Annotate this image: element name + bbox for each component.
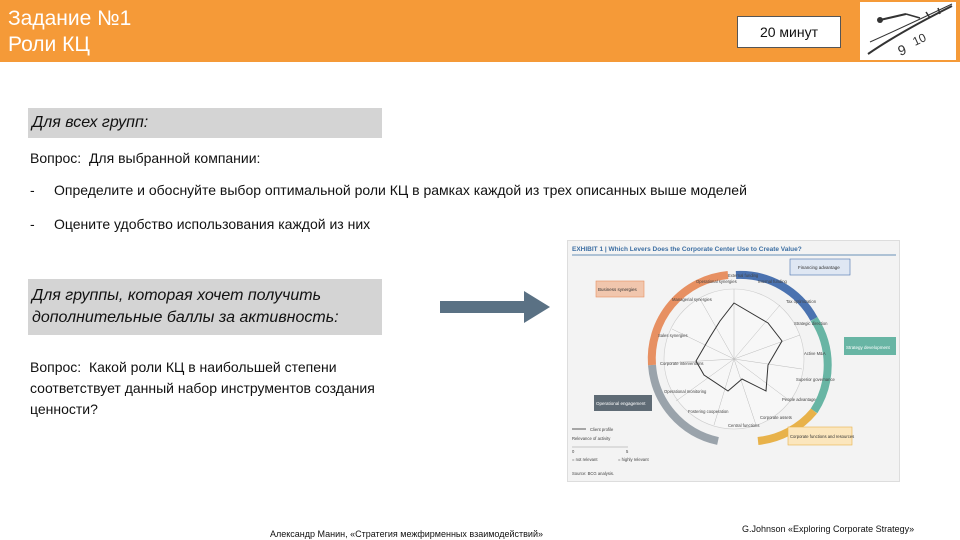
spoke-label: Corporate assets (760, 415, 792, 420)
spoke-label: External funding (728, 273, 759, 278)
spoke-label: Internal funding (758, 279, 787, 284)
bullet-marker: - (30, 182, 35, 198)
spoke-label: Central functions (728, 423, 760, 428)
spoke-label: Fostering cooperation (688, 409, 729, 414)
bullet-text: Оцените удобство использования каждой из них (54, 216, 371, 232)
footer-right: G.Johnson «Exploring Corporate Strategy» (742, 524, 915, 534)
clock-digit: 9 (895, 41, 909, 59)
spoke-label: Operational synergies (696, 279, 737, 284)
outer-box-label: Corporate functions and resources (790, 434, 855, 439)
question-label: Вопрос: (30, 150, 82, 166)
spoke-label: Active M&A (804, 351, 826, 356)
outer-box-label: Business synergies (598, 287, 637, 292)
bonus-heading-line1: Для группы, которая хочет получить (32, 287, 321, 304)
timer-box: 20 минут (737, 16, 841, 48)
all-groups-heading: Для всех групп: (28, 108, 382, 138)
legend-item: = highly relevant (618, 457, 649, 462)
spoke-label: Tax optimization (786, 299, 817, 304)
outer-box-label: Strategy development (846, 345, 890, 350)
right-arrow-icon (440, 291, 552, 323)
bullet-item (30, 182, 747, 198)
spoke-label: Managerial synergies (672, 297, 712, 302)
clock-icon (860, 2, 956, 60)
spoke-label: Superior governance (796, 377, 835, 382)
legend-item: = not relevant (572, 457, 598, 462)
slide-title (8, 6, 131, 58)
bullet-text: Определите и обоснуйте выбор оптимальной роли КЦ в рамках каждой из трех описанных выше моделей (54, 182, 747, 198)
bonus-group-heading (28, 279, 382, 335)
legend-item: Relevance of activity (572, 436, 611, 441)
bullet-item (30, 216, 371, 232)
slide-title-line1: Задание №1 (8, 7, 132, 30)
bonus-heading-line2: дополнительные баллы за активность: (32, 309, 339, 326)
all-groups-question (30, 150, 260, 166)
outer-box-label: Financing advantage (798, 265, 840, 270)
header-bar (0, 0, 960, 62)
legend-item: 0 (572, 449, 575, 454)
outer-box-label: Operational engagement (596, 401, 646, 406)
spoke-label: People advantage (782, 397, 816, 402)
slide-title-line2: Роли КЦ (8, 33, 90, 56)
spoke-label: Strategic direction (794, 321, 828, 326)
question-line: ценности? (30, 401, 98, 417)
spoke-label: Sales synergies (658, 333, 688, 338)
question-line: Какой роли КЦ в наибольшей степени (88, 359, 337, 375)
bonus-question (30, 357, 375, 420)
spoke-label: Operational monitoring (664, 389, 707, 394)
question-label: Вопрос: (30, 359, 82, 375)
question-line: соответствует данный набор инструментов создания (30, 380, 375, 396)
bullet-marker: - (30, 216, 35, 232)
legend-item: Client profile (590, 427, 614, 432)
legend-item: 5 (626, 449, 629, 454)
exhibit-title: EXHIBIT 1 | Which Levers Does the Corporate Center Use to Create Value? (572, 246, 802, 253)
footer-left: Александр Манин, «Стратегия межфирменных взаимодействий» (270, 529, 543, 539)
exhibit-figure (567, 240, 900, 482)
spoke-label: Corporate interventions (660, 361, 704, 366)
clock-digit: 10 (910, 30, 929, 49)
exhibit-source: Source: BCG analysis. (572, 471, 615, 476)
question-text: Для выбранной компании: (88, 150, 261, 166)
